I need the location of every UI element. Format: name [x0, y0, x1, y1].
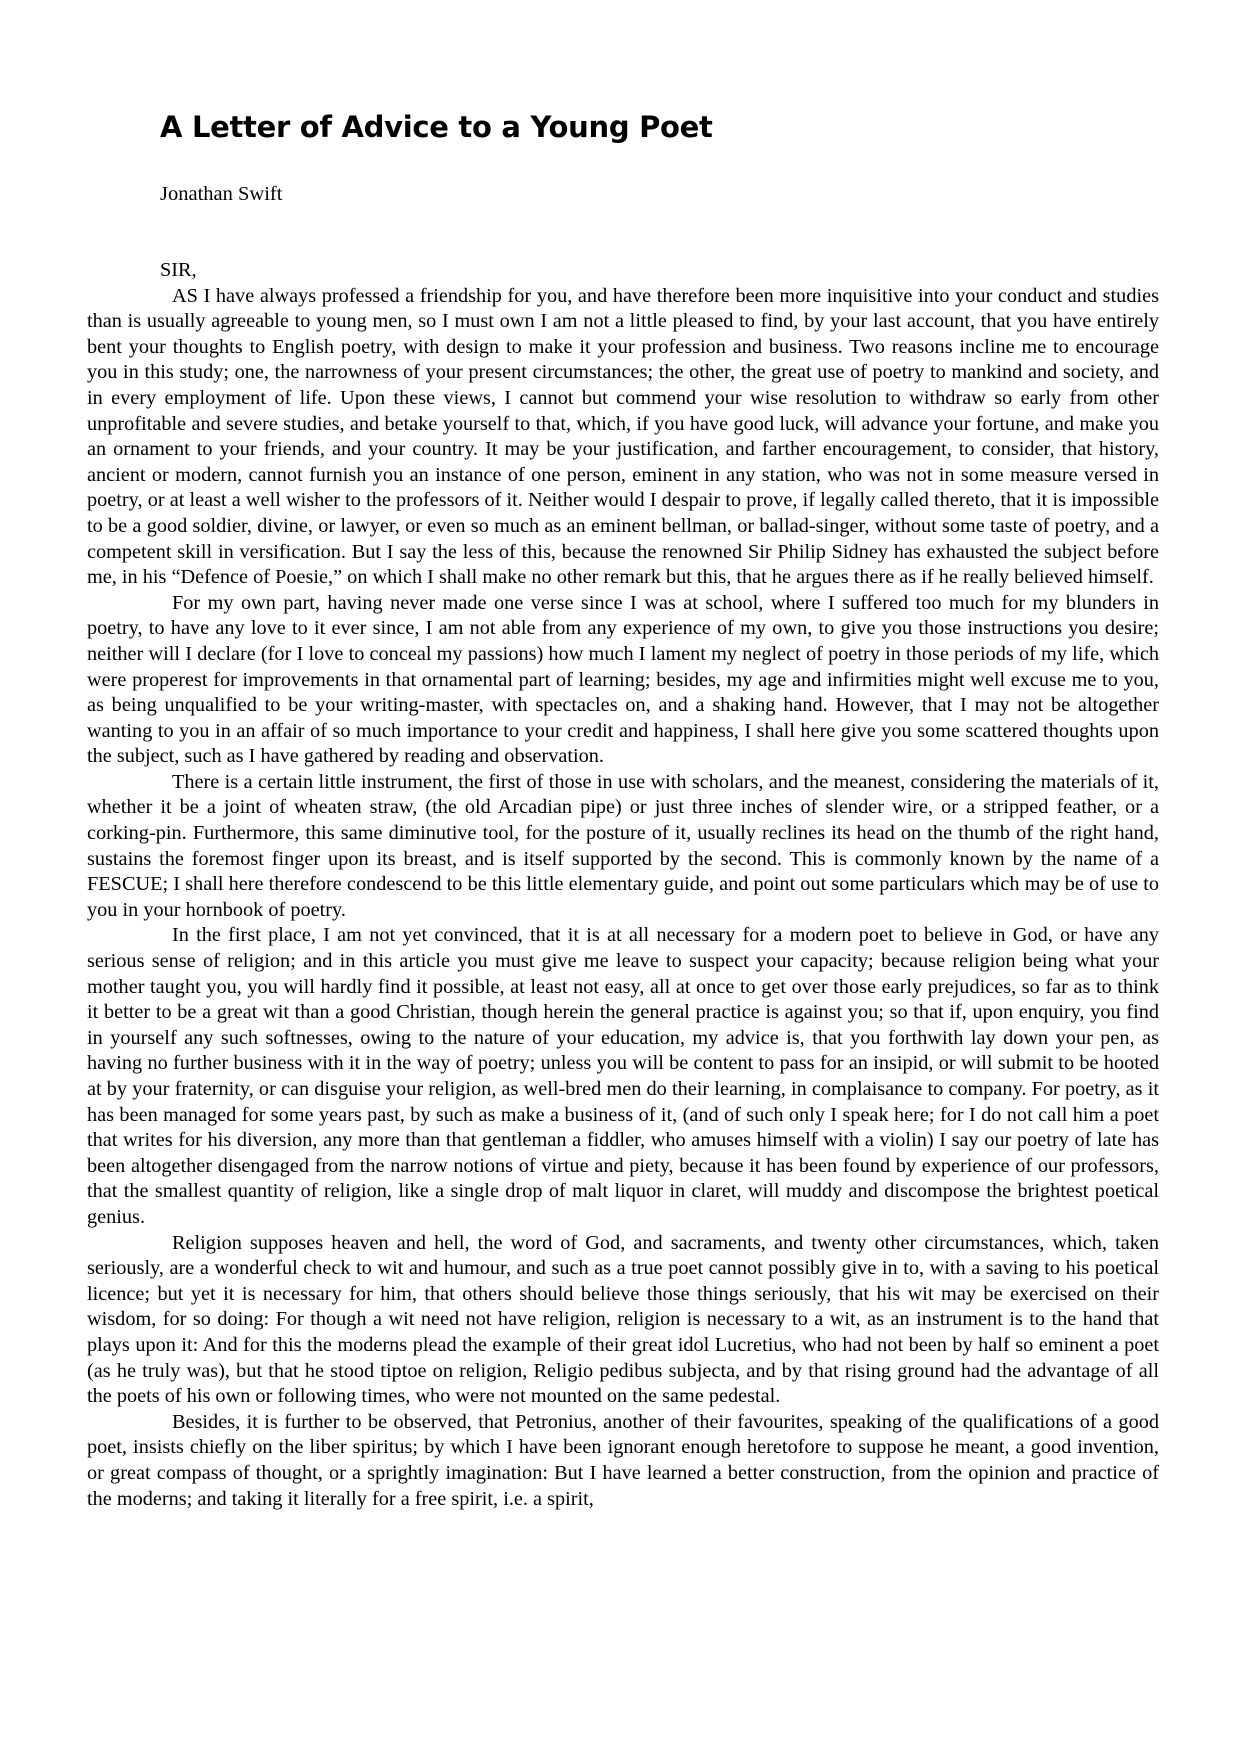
salutation: SIR,: [160, 259, 197, 281]
paragraph-2: For my own part, having never made one verse since I was at school, where I suffered too much for my blunders in poetry, to have any love to it ever since, I am not able from any experience of my own, to give you those instructions you desire; neither will I declare (for I love to conceal my passions) how much I lament my neglect of poetry in those periods of my life, which were properest for improvements in that ornamental part of learning; besides, my age and infirmities might well excuse me to you, as being unqualified to be your writing-master, with spectacles on, and a shaking hand. However, that I may not be altogether wanting to you in an affair of so much importance to your credit and happiness, I shall here give you some scattered thoughts upon the subject, such as I have gathered by reading and observation.: [87, 591, 1159, 768]
paragraph-4: In the first place, I am not yet convinced, that it is at all necessary for a modern poet to believe in God, or have any serious sense of religion; and in this article you must give me leave to suspect your capacity; because religion being what your mother taught you, you will hardly find it possible, at least not easy, all at once to get over those early prejudices, so far as to think it better to be a great wit than a good Christian, though herein the general practice is against you; so that if, upon enquiry, you find in yourself any such softnesses, owing to the nature of your education, my advice is, that you forthwith lay down your pen, as having no further business with it in the way of poetry; unless you will be content to pass for an insipid, or will submit to be hooted at by your fraternity, or can disguise your religion, as well-bred men do their learning, in complaisance to company. For poetry, as it has been managed for some years past, by such as make a business of it, (and of such only I speak here; for I do not call him a poet that writes for his diversion, any more than that gentleman a fiddler, who amuses himself with a violin) I say our poetry of late has been altogether disengaged from the narrow notions of virtue and piety, because it has been found by experience of our professors, that the smallest quantity of religion, like a single drop of malt liquor in claret, will muddy and discompose the brightest poetical genius.: [87, 924, 1159, 1228]
paragraph-1: AS I have always professed a friendship for you, and have therefore been more inquisitive into your conduct and studies than is usually agreeable to young men, so I must own I am not a little pleased to find, by your last account, that you have entirely bent your thoughts to English poetry, with design to make it your profession and business. Two reasons incline me to encourage you in this study; one, the narrowness of your present circumstances; the other, the great use of poetry to mankind and society, and in every employment of life. Upon these views, I cannot but commend your wise resolution to withdraw so early from other unprofitable and severe studies, and betake yourself to that, which, if you have good luck, will advance your fortune, and make you an ornament to your friends, and your country. It may be your justification, and farther encouragement, to consider, that history, ancient or modern, cannot furnish you an instance of one person, eminent in any station, who was not in some measure versed in poetry, or at least a well wisher to the professors of it. Neither would I despair to prove, if legally called thereto, that it is impossible to be a good soldier, divine, or lawyer, or even so much as an eminent bellman, or ballad-singer, without some taste of poetry, and a competent skill in versification. But I say the less of this, because the renowned Sir Philip Sidney has exhausted the subject before me, in his “Defence of Poesie,” on which I shall make no other remark but this, that he argues there as if he really believed himself.: [87, 284, 1159, 589]
paragraph-5: Religion supposes heaven and hell, the word of God, and sacraments, and twenty other circumstances, which, taken seriously, are a wonderful check to wit and humour, and such as a true poet cannot possibly give in to, with a saving to his poetical licence; but yet it is necessary for him, that others should believe those things seriously, that his wit may be exercised on their wisdom, for so doing: For though a wit need not have religion, religion is necessary to a wit, as an instrument is to the hand that plays upon it: And for this the moderns plead the example of their great idol Lucretius, who had not been by half so eminent a poet (as he truly was), but that he stood tiptoe on religion, Religio pedibus subjecta, and by that rising ground had the advantage of all the poets of his own or following times, who were not mounted on the same pedestal.: [87, 1231, 1159, 1408]
document-title: A Letter of Advice to a Young Poet: [160, 110, 713, 144]
paragraph-6: Besides, it is further to be observed, that Petronius, another of their favourites, speaking of the qualifications of a good poet, insists chiefly on the liber spiritus; by which I have been ignorant enough heretofore to suppose he meant, a good invention, or great compass of thought, or a sprightly imagination: But I have learned a better construction, from the opinion and practice of the moderns; and taking it literally for a free spirit, i.e. a spirit,: [87, 1410, 1159, 1510]
paragraph-3: There is a certain little instrument, the first of those in use with scholars, and the meanest, considering the materials of it, whether it be a joint of wheaten straw, (the old Arcadian pipe) or just three inches of slender wire, or a stripped feather, or a corking-pin. Furthermore, this same diminutive tool, for the posture of it, usually reclines its head on the thumb of the right hand, sustains the foremost finger upon its breast, and is itself supported by the second. This is commonly known by the name of a FESCUE; I shall here therefore condescend to be this little elementary guide, and point out some particulars which may be of use to you in your hornbook of poetry.: [87, 770, 1159, 921]
document-author: Jonathan Swift: [160, 183, 283, 205]
letter-body: [87, 258, 1159, 1512]
